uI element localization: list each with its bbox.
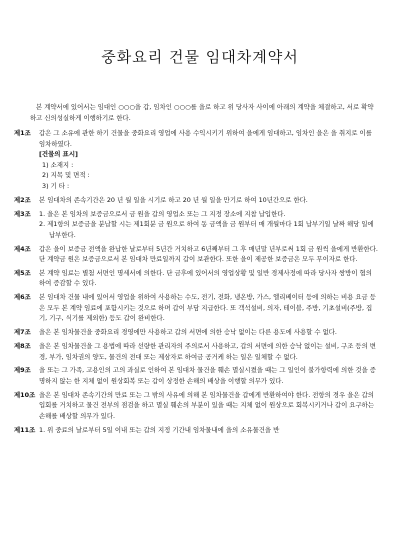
article-number: 제4조 xyxy=(14,244,31,253)
article-number: 제5조 xyxy=(14,268,31,277)
article-text: 본 임대차 건물 내에 있어서 영업을 위하여 사용하는 수도, 전기, 전화, 냉온방, 가스, 엘리베이터 등에 의하는 비용 요금 등은 모두 본 계약 임료에 포함시키는 것으로 하며 갑이 부담 지급한다. 또 객석설비, 의자, 테이블, 주방, 기초설비(주방, 집기, 기구, 식기를 제외한) 등도 갑이 완비한다. xyxy=(39,293,376,323)
article-clause: 1. 을은 본 임차의 보증금으로서 금 원을 갑의 영업소 또는 그 지정 장소에 지참 납입한다. xyxy=(39,209,286,218)
article-body xyxy=(39,425,378,436)
article-2 xyxy=(14,195,378,206)
article-body xyxy=(39,268,378,289)
article-body xyxy=(39,390,378,422)
article-text: 을은 본 임차물건을 그 용법에 따라 선량한 관리자의 주의로서 사용하고, 갑의 서면에 의한 승낙 없이는 설비, 구조 등의 변경, 부가, 임차권의 양도, 물건의 전대 또는 제삼자로 하여금 공거케 하는 일은 일체할 수 없다. xyxy=(39,342,376,361)
intro-paragraph: 본 계약서에 있어서는 임대인 ○○○을 갑, 임차인 ○○○를 을로 하고 위 당사자 사이에 아래의 계약을 체결하고, 서로 확약하고 신의성실하게 이행하기로 한다. xyxy=(30,103,374,122)
article-text: 을 또는 그 가족, 고용인의 고의 과실로 인하여 본 임대차 물건을 훼손 멸실시켰을 때는 그 일인이 불가항력에 의한 것을 증명하지 않는 한 지체 없이 원상회복 또는 갑이 상정한 손해의 배상을 이행할 의무가 있다. xyxy=(39,366,376,385)
article-number: 제6조 xyxy=(14,293,31,302)
article-number: 제3조 xyxy=(14,209,31,218)
article-number: 제2조 xyxy=(14,195,31,204)
article-number: 제7조 xyxy=(14,328,31,337)
article-text: 을은 본 임차물건을 중화요리 경영에만 사용하고 갑의 서면에 의한 승낙 없이는 다른 용도에 사용할 수 없다. xyxy=(39,328,337,337)
building-area: 2) 지목 및 면적 : xyxy=(42,171,90,180)
article-number: 제1조 xyxy=(14,129,31,137)
building-location: 1) 소재지 : xyxy=(42,160,74,169)
article-8 xyxy=(14,341,378,362)
article-number: 제8조 xyxy=(14,342,31,350)
article-5 xyxy=(14,268,378,289)
article-text: 본 임대차의 존속기간은 20 년 월 일을 시기로 하고 20 년 월 일을 만기로 하여 10년간으로 한다. xyxy=(39,195,308,204)
article-body xyxy=(39,195,378,206)
article-body xyxy=(39,128,378,192)
article-text: 갑은 그 소유에 관한 하기 건물을 중화요리 영업에 사용 수익시키기 위하여 을에게 임대하고, 임차인 을은 을 취지로 이를 임차하였다. xyxy=(39,129,372,148)
article-4 xyxy=(14,244,378,265)
article-9 xyxy=(14,365,378,386)
article-body xyxy=(39,292,378,324)
article-body xyxy=(39,341,378,362)
building-info-heading: [건물의 표시] xyxy=(39,150,78,159)
article-1 xyxy=(14,128,378,192)
article-10 xyxy=(14,390,378,422)
article-text: 갑은 을이 보증금 전액을 완납한 날로부터 5년간 거치하고 6년째부터 그 후 매년말 년부로써 1회 금 원씩 을에게 반환한다. 단 계약금 원은 보증금으로서 본 임대차 만료일까지 갑이 보관한다. 또한 을이 제공한 보증금은 모두 무이자로 한다. xyxy=(39,244,378,264)
article-clause: 1. 위 중료의 날로부터 5일 이내 또는 갑의 지정 기간내 임차물내에 을의 소유물건을 반 xyxy=(39,425,280,434)
document-title: 중화요리 건물 임대차계약서 xyxy=(101,48,299,66)
article-6 xyxy=(14,292,378,324)
article-body xyxy=(39,209,378,241)
article-clause: 2. 제1항의 보증금을 분납할 시는 제1회분 금 원으로 하여 동 금액을 금 원부터 매 개월마다 1회 납부기일 날짜 해당 일에 납부한다. xyxy=(39,220,374,239)
article-list xyxy=(14,128,378,439)
article-number: 제11조 xyxy=(14,425,36,434)
article-body xyxy=(39,244,378,265)
article-text: 본 계약 임료는 별첨 서면인 명세서에 의한다. 단 금후에 있어서의 영업상황 및 일반 경제사정에 따라 당사자 쌍방이 협의하여 증감할 수 있다. xyxy=(39,268,372,288)
article-number: 제9조 xyxy=(14,366,31,375)
article-3 xyxy=(14,209,378,241)
article-7 xyxy=(14,327,378,338)
article-11 xyxy=(14,425,378,436)
article-body xyxy=(39,327,378,338)
article-body xyxy=(39,365,378,386)
article-text: 을은 본 임대차 존속기간의 만료 또는 그 밖의 사유에 의해 본 임차물건을 갑에게 반환하여야 한다. 전항의 경우 을은 갑의 입회를 거치하고 물건 전부의 점검을 하고 멸실 훼손의 부분이 있을 때는 지체 없이 원상으로 회복시키거나 갑이 요구하는 손해를 배상할 의무가 있다. xyxy=(39,390,374,420)
building-other: 3) 기 타 : xyxy=(42,181,70,190)
article-number: 제10조 xyxy=(14,390,36,399)
